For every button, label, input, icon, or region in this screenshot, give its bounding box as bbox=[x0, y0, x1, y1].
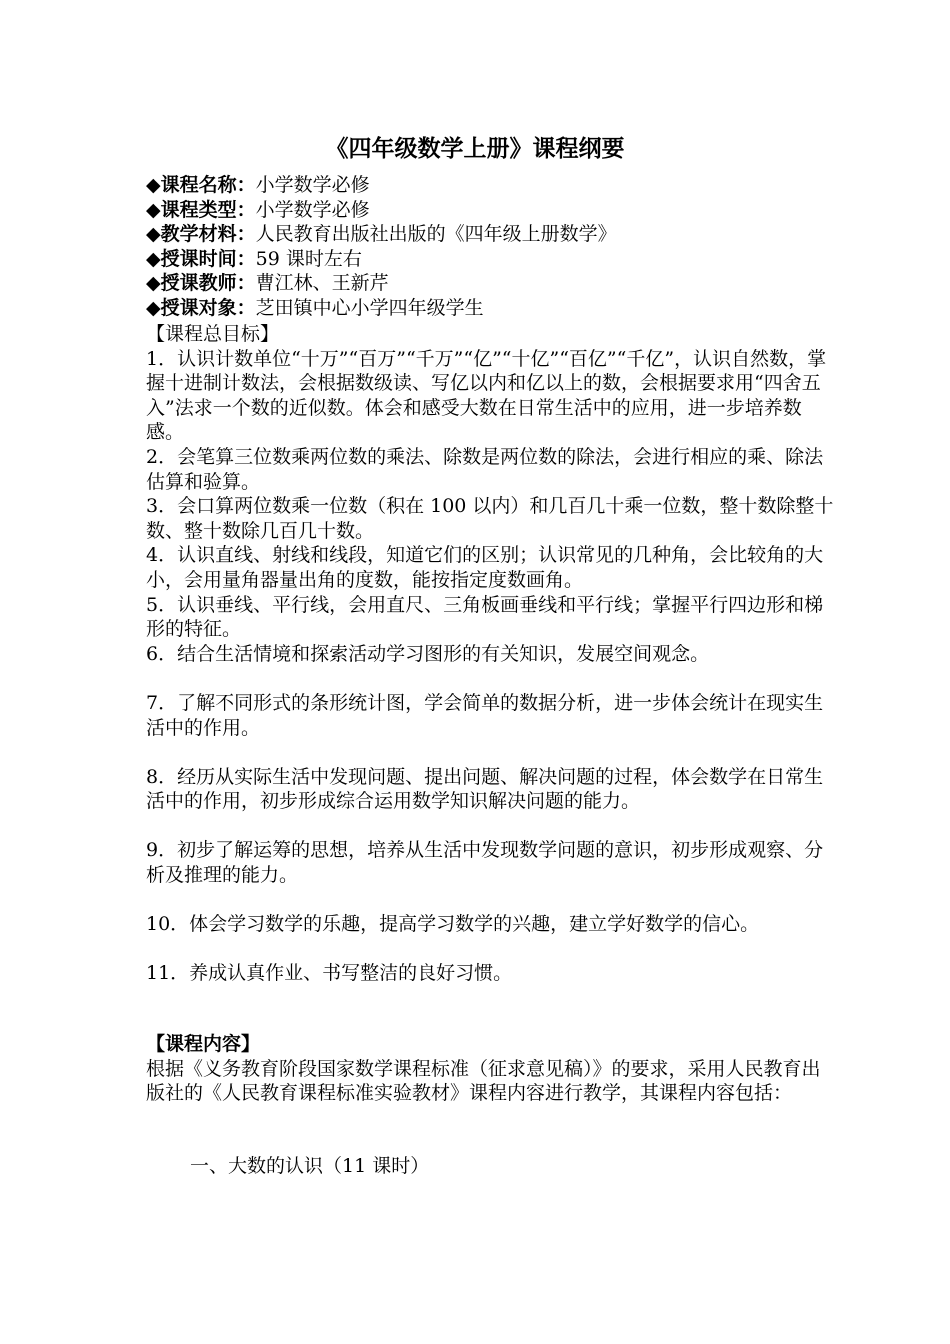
spacer bbox=[146, 937, 836, 962]
meta-course-name bbox=[146, 173, 826, 198]
goal-item: 11．养成认真作业、书写整洁的良好习惯。 bbox=[146, 962, 513, 985]
goals-heading: 【课程总目标】 bbox=[146, 323, 280, 345]
meta-materials bbox=[146, 222, 826, 247]
content-item: 一、大数的认识（11 课时） bbox=[190, 1155, 430, 1177]
meta-teachers bbox=[146, 271, 826, 296]
meta-value: 人民教育出版社出版的《四年级上册数学》 bbox=[255, 223, 617, 246]
goal-item: 6．结合生活情境和探索活动学习图形的有关知识，发展空间观念。 bbox=[146, 642, 710, 665]
meta-value: 芝田镇中心小学四年级学生 bbox=[255, 296, 484, 319]
goal-item: 2．会笔算三位数乘两位数的乘法、除数是两位数的除法，会进行相应的乘、除法估算和验算。 bbox=[146, 445, 824, 493]
goal-item: 8．经历从实际生活中发现问题、提出问题、解决问题的过程，体会数学在日常生活中的作用，初步形成综合运用数学知识解决问题的能力。 bbox=[146, 765, 824, 813]
meta-label: ◆授课教师： bbox=[146, 272, 256, 295]
meta-value: 曹江林、王新芹 bbox=[255, 272, 389, 295]
goal-item: 10．体会学习数学的乐趣，提高学习数学的兴趣，建立学好数学的信心。 bbox=[146, 913, 760, 936]
course-meta bbox=[146, 173, 826, 321]
content-intro: 根据《义务教育阶段国家数学课程标准（征求意见稿）》的要求，采用人民教育出版社的《人民教育课程标准实验教材》课程内容进行教学，其课程内容包括： bbox=[146, 1057, 821, 1105]
meta-label: ◆教学材料： bbox=[146, 223, 256, 246]
meta-label: ◆课程名称： bbox=[146, 174, 256, 196]
goal-item: 4．认识直线、射线和线段，知道它们的区别；认识常见的几种角，会比较角的大小，会用量角器量出角的度数，能按指定度数画角。 bbox=[146, 544, 824, 591]
document-title: 《四年级数学上册》课程纲要 bbox=[325, 135, 625, 162]
spacer bbox=[146, 888, 836, 913]
meta-label: ◆授课时间： bbox=[146, 247, 256, 270]
goal-item: 9．初步了解运筹的思想，培养从生活中发现数学问题的意识，初步形成观察、分析及推理的能力。 bbox=[146, 839, 824, 887]
meta-value: 59 课时左右 bbox=[255, 247, 362, 270]
goal-item: 7．了解不同形式的条形统计图，学会简单的数据分析，进一步体会统计在现实生活中的作用。 bbox=[146, 691, 824, 739]
meta-label: ◆授课对象： bbox=[146, 296, 256, 319]
meta-label: ◆课程类型： bbox=[146, 198, 256, 221]
meta-audience bbox=[146, 296, 826, 321]
spacer bbox=[146, 666, 836, 691]
spacer bbox=[146, 740, 836, 765]
course-content bbox=[146, 1032, 836, 1106]
goal-item: 5．认识垂线、平行线，会用直尺、三角板画垂线和平行线；掌握平行四边形和梯形的特征。 bbox=[146, 593, 824, 641]
meta-value: 小学数学必修 bbox=[255, 198, 370, 221]
course-goals bbox=[146, 322, 836, 986]
meta-value: 小学数学必修 bbox=[255, 174, 370, 196]
spacer bbox=[146, 814, 836, 839]
meta-course-type bbox=[146, 198, 826, 223]
content-heading: 【课程内容】 bbox=[146, 1033, 261, 1055]
goal-item: 1．认识计数单位“十万”“百万”“千万”“亿”“十亿”“百亿”“千亿”，认识自然数，掌握十进制计数法，会根据数级读、写亿以内和亿以上的数，会根据要求用“四舍五入”法求一个数的近似数。体会和感受大数在日常生活中的应用，进一步培养数感。 bbox=[146, 347, 827, 444]
meta-teaching-time bbox=[146, 247, 826, 272]
goal-item: 3．会口算两位数乘一位数（积在 100 以内）和几百几十乘一位数，整十数除整十数、整十数除几百几十数。 bbox=[146, 495, 834, 542]
